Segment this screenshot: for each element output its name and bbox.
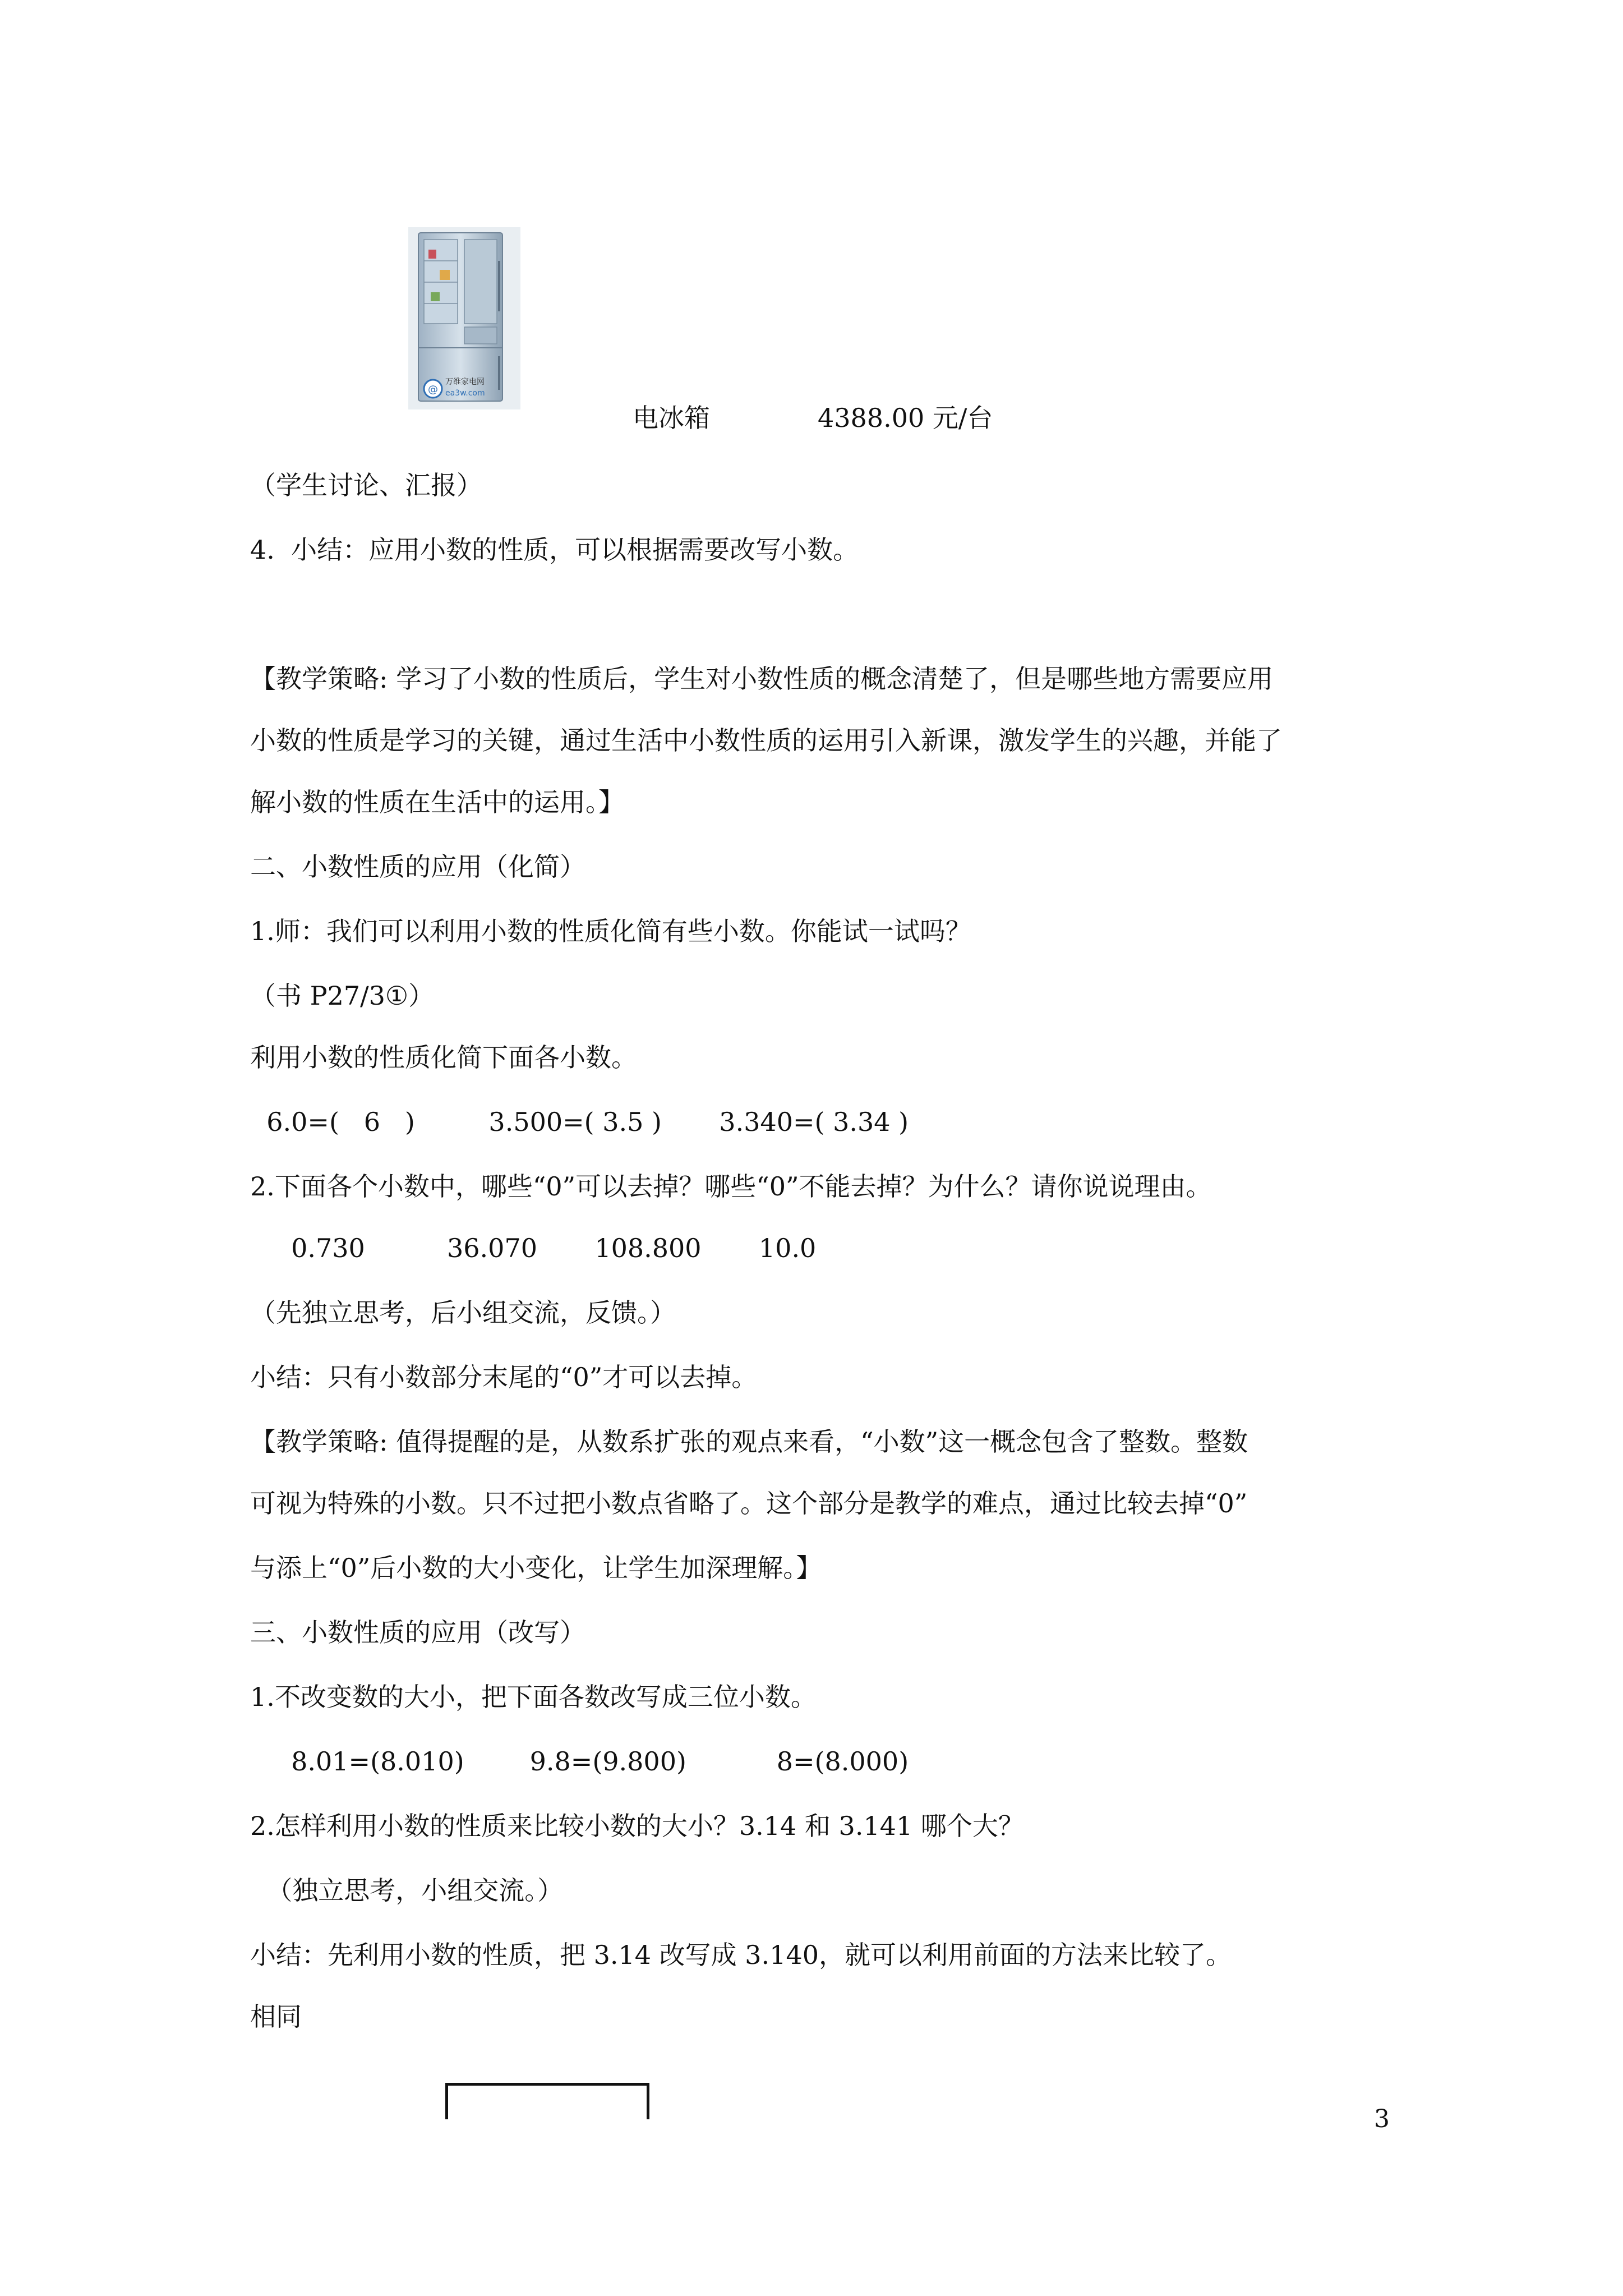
text-line: 【教学策略: 学习了小数的性质后，学生对小数性质的概念清楚了，但是哪些地方需要应用 [250, 664, 1274, 694]
text-line: （独立思考，小组交流。） [250, 1875, 564, 1906]
svg-text:@: @ [428, 384, 438, 395]
image-caption-price: 4388.00 元/台 [818, 403, 993, 433]
text-line: 小结：先利用小数的性质，把 3.14 改写成 3.140，就可以利用前面的方法来比较了。 [250, 1940, 1232, 1970]
text-line: 【教学策略: 值得提醒的是，从数系扩张的观点来看，“小数”这一概念包含了整数。整数 [250, 1427, 1248, 1457]
text-line: 解小数的性质在生活中的运用。】 [250, 787, 624, 817]
text-line: 小数的性质是学习的关键，通过生活中小数性质的运用引入新课，激发学生的兴趣，并能了 [250, 725, 1282, 756]
refrigerator-image [408, 227, 520, 409]
text-line: 相同 [250, 2001, 302, 2032]
text-line: 1.不改变数的大小，把下面各数改写成三位小数。 [250, 1682, 817, 1712]
image-caption-name: 电冰箱 [633, 403, 710, 433]
text-line: 利用小数的性质化简下面各小数。 [250, 1042, 637, 1073]
svg-text:万维家电网: 万维家电网 [445, 378, 485, 386]
text-line: 与添上“0”后小数的大小变化，让学生加深理解。】 [250, 1553, 822, 1583]
text-line: 2.怎样利用小数的性质来比较小数的大小？3.14 和 3.141 哪个大？ [250, 1811, 1024, 1841]
section-heading: 二、小数性质的应用（化简） [250, 852, 585, 882]
page-number: 3 [1374, 2105, 1390, 2133]
svg-text:ea3w.com: ea3w.com [445, 389, 485, 398]
diagram-box-fragment [445, 2083, 649, 2119]
text-line: 2.下面各个小数中，哪些“0”可以去掉？哪些“0”不能去掉？为什么？请你说说理由。 [250, 1171, 1212, 1202]
exercise-line: 6.0=( 6 ) 3.500=( 3.5 ) 3.340=( 3.34 ) [250, 1107, 909, 1137]
text-line: 可视为特殊的小数。只不过把小数点省略了。这个部分是教学的难点，通过比较去掉“0” [250, 1488, 1248, 1519]
text-line: （书 P27/3①） [250, 981, 435, 1011]
text-line: 小结：只有小数部分末尾的“0”才可以去掉。 [250, 1362, 758, 1392]
text-line: （先独立思考，后小组交流，反馈。） [250, 1297, 676, 1328]
text-line: （学生讨论、汇报） [250, 470, 482, 500]
exercise-line: 8.01=(8.010) 9.8=(9.800) 8=(8.000) [250, 1746, 909, 1777]
text-line: 4. 小结：应用小数的性质，可以根据需要改写小数。 [250, 535, 859, 565]
text-line: 1.师：我们可以利用小数的性质化简有些小数。你能试一试吗？ [250, 916, 971, 946]
exercise-line: 0.730 36.070 108.800 10.0 [250, 1233, 817, 1263]
section-heading: 三、小数性质的应用（改写） [250, 1617, 585, 1648]
